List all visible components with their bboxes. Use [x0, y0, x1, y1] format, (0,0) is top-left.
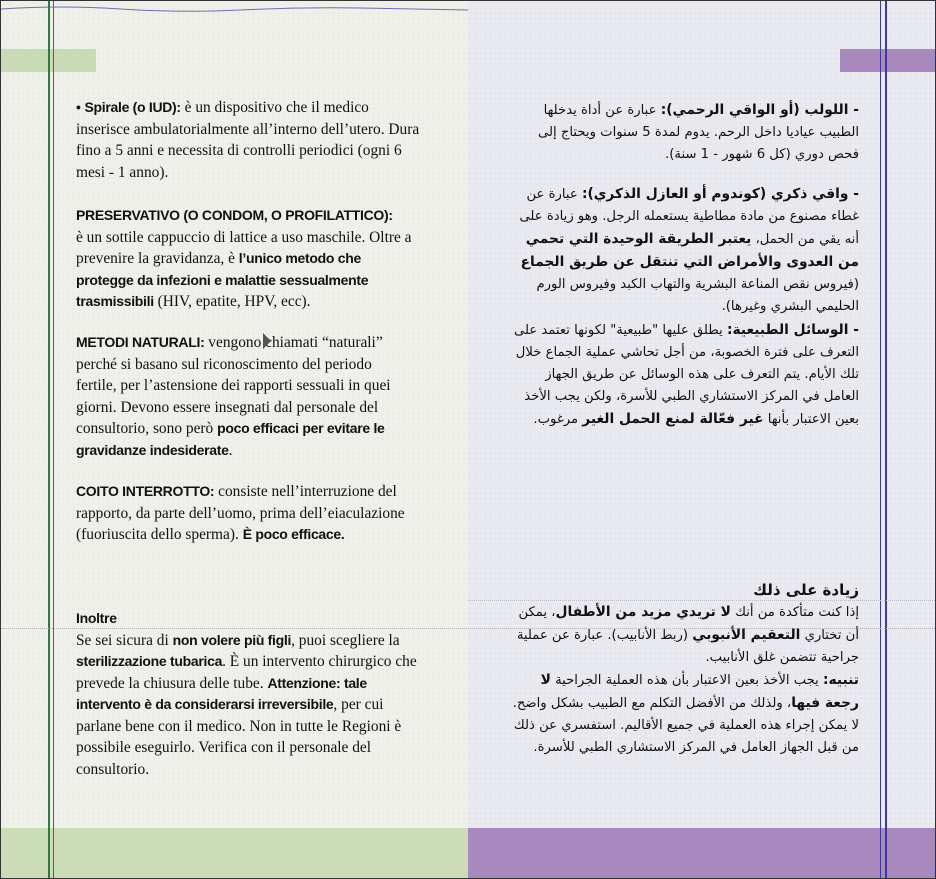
section-naturali-ar: - الوسائل الطبيعية: يطلق عليها "طبيعية" لكونها تعتمد على التعرف على فترة الخصوبة، من أجل تحاشي عملية الجماع خلال تلك الأيام. يتم التعرف على هذه الوسائل عن طريق الجهاز العامل في المركز الاستشاري الطبي للأسرة، ولكن يجب الأخذ بعين الاعتبار بأنها غير فعّالة لمنع الحمل الغير مرغوب. — [513, 322, 859, 427]
section-inoltre-ar: زيادة على ذلك إذا كنت متأكدة من أنك لا تريدي مزيد من الأطفال، يمكن أن تختاري التعقيم الأنبوبي (ربط الأنابيب). عبارة عن عملية جراحية تتضمن غلق الأنابيب. تنبيه: يجب الأخذ بعين الاعتبار بأن هذه العملية الجراحية لا رجعة فيها، ولذلك من الأفضل التكلم مع الطبيب بشكل واضح. لا يمكن إجراء هذه العملية في جميع الأقاليم. استفسري عن ذلك من قبل الجهاز العامل في المركز الاستشاري الطبي للأسرة. — [512, 581, 859, 755]
section-coito-it: COITO INTERROTTO: consiste nell’interruzione del rapporto, da parte dell’uomo, prima dell’eiaculazione (fuoriuscita dello sperma). È poco efficace. — [76, 483, 405, 543]
right-margin-rule-thin — [880, 1, 881, 879]
section-spirale-ar: - اللولب (أو الواقي الرحمي): عبارة عن أداة يدخلها الطبيب عياديا داخل الرحم. يدوم لمدة 5 سنوات ويحتاج إلى فحص دوري (كل 6 شهور - 1 سنة). — [538, 102, 859, 162]
section-spirale-it: • Spirale (o IUD): è un dispositivo che il medico inserisce ambulatorialmente all’interno dell’utero. Dura fino a 5 anni e necessita di controlli periodici (ogni 6 mesi - 1 anno). — [76, 99, 420, 181]
top-band-right — [840, 49, 936, 72]
right-margin-rule — [885, 1, 887, 879]
mouse-cursor-icon — [263, 333, 271, 349]
section-inoltre-it: Inoltre Se sei sicura di non volere più figli, puoi scegliere la sterilizzazione tubarica. È un intervento chirurgico che prevede la chiusura delle tube. Attenzione: tale intervento è da considerarsi irreversibile, per cui parlane bene con il medico. Non in tutte le Regioni è possibile eseguirlo. Verifica con il personale del consultorio. — [76, 610, 417, 778]
section-preservativo-ar: - واقي ذكري (كوندوم أو العازل الذكري): عبارة عن غطاء مصنوع من مادة مطاطية يستعمله الرجل. وهو زيادة على أنه يقي من الحمل، يعتبر الطريقة الوحيدة التي تحمي من العدوى والأمراض التي تنتقل عن طريق الجماع (فيروس نقص المناعة البشرية والتهاب الكبد وفيروس الورم الحليمي البشري وغيرها). — [519, 186, 859, 314]
top-wave-line — [1, 1, 468, 15]
section-naturali-it: METODI NATURALI: vengono chiamati “naturali” perché si basano sul riconoscimento del periodo fertile, per l’astensione dei rapporti sessuali in quei giorni. Devono essere insegnati dal personale del consultorio, sono però poco efficaci per evitare le gravidanze indesiderate. — [76, 334, 391, 459]
left-margin-rule — [48, 1, 50, 879]
section-preservativo-it: PRESERVATIVO (O CONDOM, O PROFILATTICO): è un sottile cappuccio di lattice a uso maschile. Oltre a prevenire la gravidanza, è l’unico metodo che protegge da infezioni e malattie sessualmente trasmissibili (HIV, epatite, HPV, ecc). — [76, 207, 412, 310]
left-margin-rule-thin — [53, 1, 54, 879]
bottom-band-right — [468, 828, 936, 879]
bottom-band-left — [1, 828, 468, 879]
